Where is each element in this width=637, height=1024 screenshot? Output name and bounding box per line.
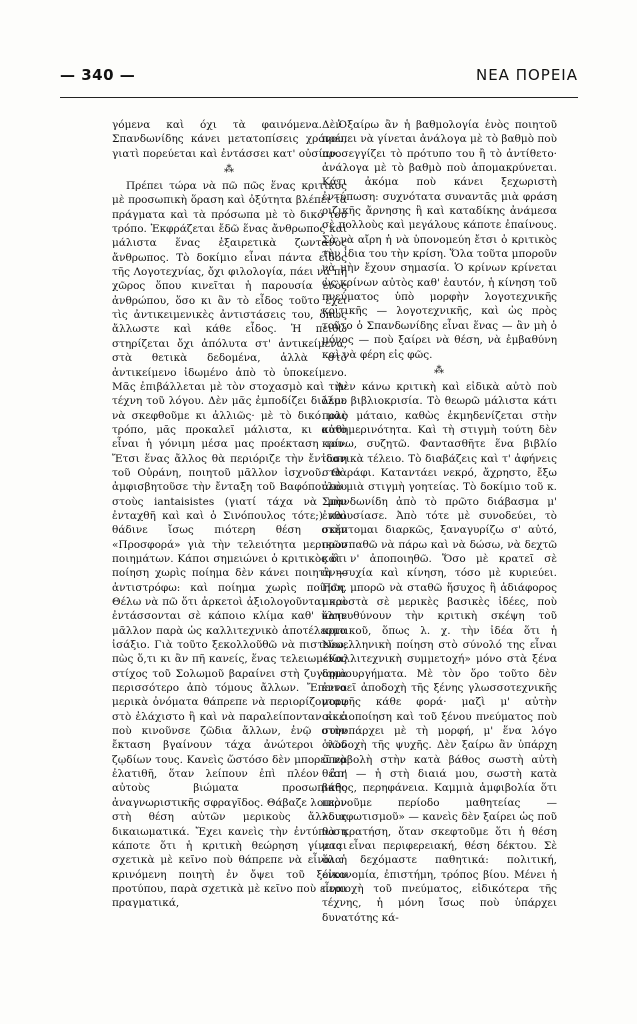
- section-divider-left: ⁂: [224, 164, 235, 176]
- page-number: — 340 —: [60, 66, 136, 84]
- left-paragraph-1: γόμενα καὶ όχι τὰ φαινόμενα. Ὁ Σπανδωνίδης κάνει μετατοπίσεις χρόνου, γιατὶ πορεύεται καὶ ἐντάσσει κατ' οὐσίαν.: [112, 119, 347, 160]
- section-divider-right: ⁂: [434, 364, 445, 376]
- page-header: [60, 66, 578, 92]
- right-paragraph-1: Δὲν ξαίρω ἂν ἡ βαθμολογία ἑνὸς ποιητοῦ πρέπει νὰ γίνεται ἀνάλογα μὲ τὸ βαθμὸ ποὺ προσεγγίζει τὸ πρότυπο του ἢ τὸ ἀντίθετο· ἀνάλογα μὲ τὸ βαθμὸ ποὺ ἀπομακρύνεται. Κάτι ἀκόμα ποὺ κάνει ξεχωριστὴ ἐντύπωση: συχνότατα συναντᾶς μιὰ φράση ριζικῆς ἄρνησης ἢ καὶ καταδίκης ἀνάμεσα σὲ πολλοὺς καὶ μεγάλους κάποτε ἐπαίνους. Σὰ νὰ αἴρη ἡ νὰ ὑπονομεύη ἔτσι ὁ κριτικὸς τὴν ἰδια του τὴν κρίση. Ὅλα τοῦτα μποροῦν νὰ μὴν ἔχουν σημασία. Ὁ κρίνων κρίνεται ὡς κρίνων αὐτὸς καθ' ἑαυτόν, ἡ κίνηση τοῦ πνεύματος ὑπὸ μορφὴν λογοτεχνικῆς κριτικῆς — λογοτεχνικῆς, καὶ ὡς πρὸς τοῦτο ὁ Σπανδωνίδης εἶναι ἕνας — ἂν μὴ ὁ μόνος — ποὺ ξαίρει νὰ θέση, νὰ ἐμβαθύνη καὶ νὰ φέρη εἰς φῶς.: [322, 119, 557, 361]
- journal-title: ΝΕΑ ΠΟΡΕΙΑ: [475, 66, 578, 84]
- left-paragraph-2: Πρέπει τώρα νὰ πῶ πῶς ἕνας κριτικὸς μὲ προσωπικὴ ὅραση καὶ ὀξύτητα βλέπει τὰ πράγματα καὶ τὰ πρόσωπα μὲ τὸ δικό του τρόπο. Ἐκφράζεται ἔδῶ ἕνας ἄνθρωπος καὶ μάλιστα ἕνας ἐξαιρετικὰ ζωντανὸς ἄνθρωπος. Τὸ δοκίμιο εἶναι πάντα εἶδος τῆς Λογοτεχνίας, ὄχι φιλολογία, πάει νὰ πῆ χῶρος ὅπου κινεῖται ἡ παρουσία ἑνὸς ἀνθρώπου, ὅσο κι ἂν τὸ εἶδος τοῦτο ἔχει τὶς ἀντικειμενικὲς ἀντιστάσεις του, ὅπως ἄλλωστε καὶ κάθε εἶδος. Ἡ πειθὼ στηρίζεται ὄχι ἀπόλυτα στ' ἀντικείμενα, στὰ θετικὰ δεδομένα, ἀλλὰ στὸ ἀντικείμενο ἰδωμένο ἀπὸ τὸ ὑποκείμενο. Μᾶς ἐπιβάλλεται μὲ τὸν στοχασμὸ καὶ τὴν τέχνη τοῦ λόγου. Δὲν μᾶς ἐμποδίζει διόλου νὰ σκεφθοῦμε κι ἀλλιῶς· μὲ τὸ δικό μας τρόπο, μᾶς προκαλεῖ μάλιστα, κι αὐτὸ εἶναι ἡ γόνιμη μέσα μας προέκταση του. Ἔτσι ἕνας ἄλλος θὰ περιόριζε τὴν ἔνταση τοῦ Οὐράνη, ποιητοῦ μᾶλλον ἰσχνοῦ. Θὰ ἀμφισβητοῦσε τὴν ἔνταξη τοῦ Βαφόπουλου στοὺς iantaisistes (γιατί τάχα νὰ μὴν ἐνταχθῆ καὶ καὶ ὁ Σινόπουλος τότε;) καὶ θάδινε ἴσως πιότερη θέση στὴν «Προσφορά» γιὰ τὴν τελειότητα μερικῶν ποιημάτων. Κάποι σημειώνει ὁ κριτικὸς ὅτι ποίηση χωρὶς ποίημα δὲν κάνει ποιητὴ — ἀντιστρόφω: καὶ ποίημα χωρὶς ποίηση. Θέλω νὰ πῶ ὅτι ἀρκετοὶ ἀξιολογοῦνται καὶ ἐντάσσονται σὲ κάποιο κλίμα καθ' ὕλην μᾶλλον παρὰ ὡς καλλιτεχνικὸ ἀποτέλεσμα ἰσάξιο. Γιὰ τοῦτο ξεκολλοῦθῶ νὰ πιστεύω, πὼς ὅ,τι κι ἂν πῆ κανείς, ἕνας τελειωμένος στίχος τοῦ Σολωμοῦ βαραίνει στὴ ζυγαριὰ περισσότερο ἀπὸ τόμους ἄλλων. Ἔπειτα μερικὰ ὀνόματα θάπρεπε νὰ περιορίζονταν στὸ ἐλάχιστο ἢ καὶ νὰ παραλείπονταν κι ὁ ποὺ κινοῦνσε ζῶδια ἄλλων, ἐνῷ στὴν ἔκταση βγαίνουν τάχα ἀνώτεροι τῶν ζῳδίων τους. Κανεὶς ὥστόσο δὲν μπορεῖ νὰ ἐλατιθῆ, ὅταν λείπουν ἐπὶ πλέον ἀπ' αὐτοὺς βιώματα προσωπικῆς ἀναγνωριστικῆς σφραγῖδος. Θάβαζε λοιπὸν στὴ θέση αὐτῶν μερικοὺς ἄλλους δικαιωματικά. Ἔχει κανεὶς τὴν ἐντύπωση κάποτε ὅτι ἡ κριτικὴ θεώρηση γίνεται σχετικὰ μὲ κεῖνο ποὺ θάπρεπε νὰ εἶναι ἡ κρινόμενη ποιητὴ ἐν ὄψει τοῦ ξένου προτύπου, παρὰ σχετικὰ μὲ κεῖνο ποὺ εἶναι πραγματικά,: [112, 180, 347, 910]
- header-rule: [60, 97, 578, 98]
- right-column: [322, 118, 557, 925]
- left-column: [112, 118, 347, 911]
- right-paragraph-2: Δὲν κάνω κριτικὴ καὶ εἰδικὰ αὐτὸ ποὺ λέμε βιβλιοκρισία. Τὸ θεωρῶ μάλιστα κάτι πολὺ μάταιο, καθὼς ἐκμηδενίζεται στὴν καθημερινότητα. Καὶ τὴ στιγμὴ τούτη δὲν κρίνω, συζητῶ. Φαντασθῆτε ἕνα βιβλίο ἰδανικὰ τέλειο. Τὸ διαβάζεις καὶ τ' ἀφήνεις στὸ ράφι. Καταντάει νεκρό, ἄχρηστο, ἔξω ἀπὸ μιὰ στιγμὴ γοητείας. Τὸ δοκίμιο τοῦ κ. Σπανδωνίδη ἀπὸ τὸ πρῶτο διάβασμα μ' ἐνθουσίασε. Ἀπὸ τότε μὲ συνοδεύει, τὸ σκέπτομαι διαρκῶς, ξαναγυρίζω σ' αὐτό, προσπαθῶ νὰ πάρω καὶ νὰ δώσω, νὰ δεχτῶ καὶ ν' ἀποποιηθῶ. Ὅσο μὲ κρατεῖ σὲ ἀνησυχία καὶ κίνηση, τόσο μὲ κυριεύει. Πῶς μπορῶ νὰ σταθῶ ἥσυχος ἢ ἀδιάφορος μπροστὰ σὲ μερικὲς βασικὲς ἰδέες, ποὺ κατευθύνουν τὴν κριτικὴ σκέψη τοῦ κριτικοῦ, ὅπως λ. χ. τὴν ἰδέα ὅτι ἡ Νεοελληνικὴ ποίηση στὸ σύνολό της εἶναι «Καλλιτεχνικὴ συμμετοχή» μόνο στὰ ξένα δημιουργήματα. Μὲ τὸν ὅρο τοῦτο δὲν ἐννοεῖ ἀποδοχὴ τῆς ξένης γλωσσοτεχνικῆς μορφῆς κάθε φορά· μαζὶ μ' αὐτὴν οἰκειοποίηση καὶ τοῦ ξένου πνεύματος ποὺ συνυπάρχει μὲ τὴ μορφή, μ' ἕνα λόγο ὁλοδοχὴ τῆς ψυχῆς. Δὲν ξαίρω ἂν ὑπάρχη ὑπερβολὴ στὴν κατὰ βάθος σωστὴ αὐτὴ θέση — ἡ στὴ διαιά μου, σωστὴ κατὰ βάθος, περηφάνεια. Καμμιὰ ἀμφιβολία ὅτι περνοῦμε περίοδο μαθητείας — «διαφωτισμοῦ» — κανεὶς δὲν ξαίρει ὡς ποῦ θὰ κρατήση, ὅταν σκεφτοῦμε ὅτι ἡ θέση μας εἶναι περιφερειακή, θέση δέκτου. Σὲ ὅλα δεχόμαστε παθητικά: πολιτική, οἰκονομία, ἐπιστήμη, τρόπος βίου. Μένει ἡ περιοχὴ τοῦ πνεύματος, εἰδικότερα τῆς τέχνης, ἡ μόνη ἴσως ποὺ ὑπάρχει δυνατότης κά-: [322, 380, 557, 924]
